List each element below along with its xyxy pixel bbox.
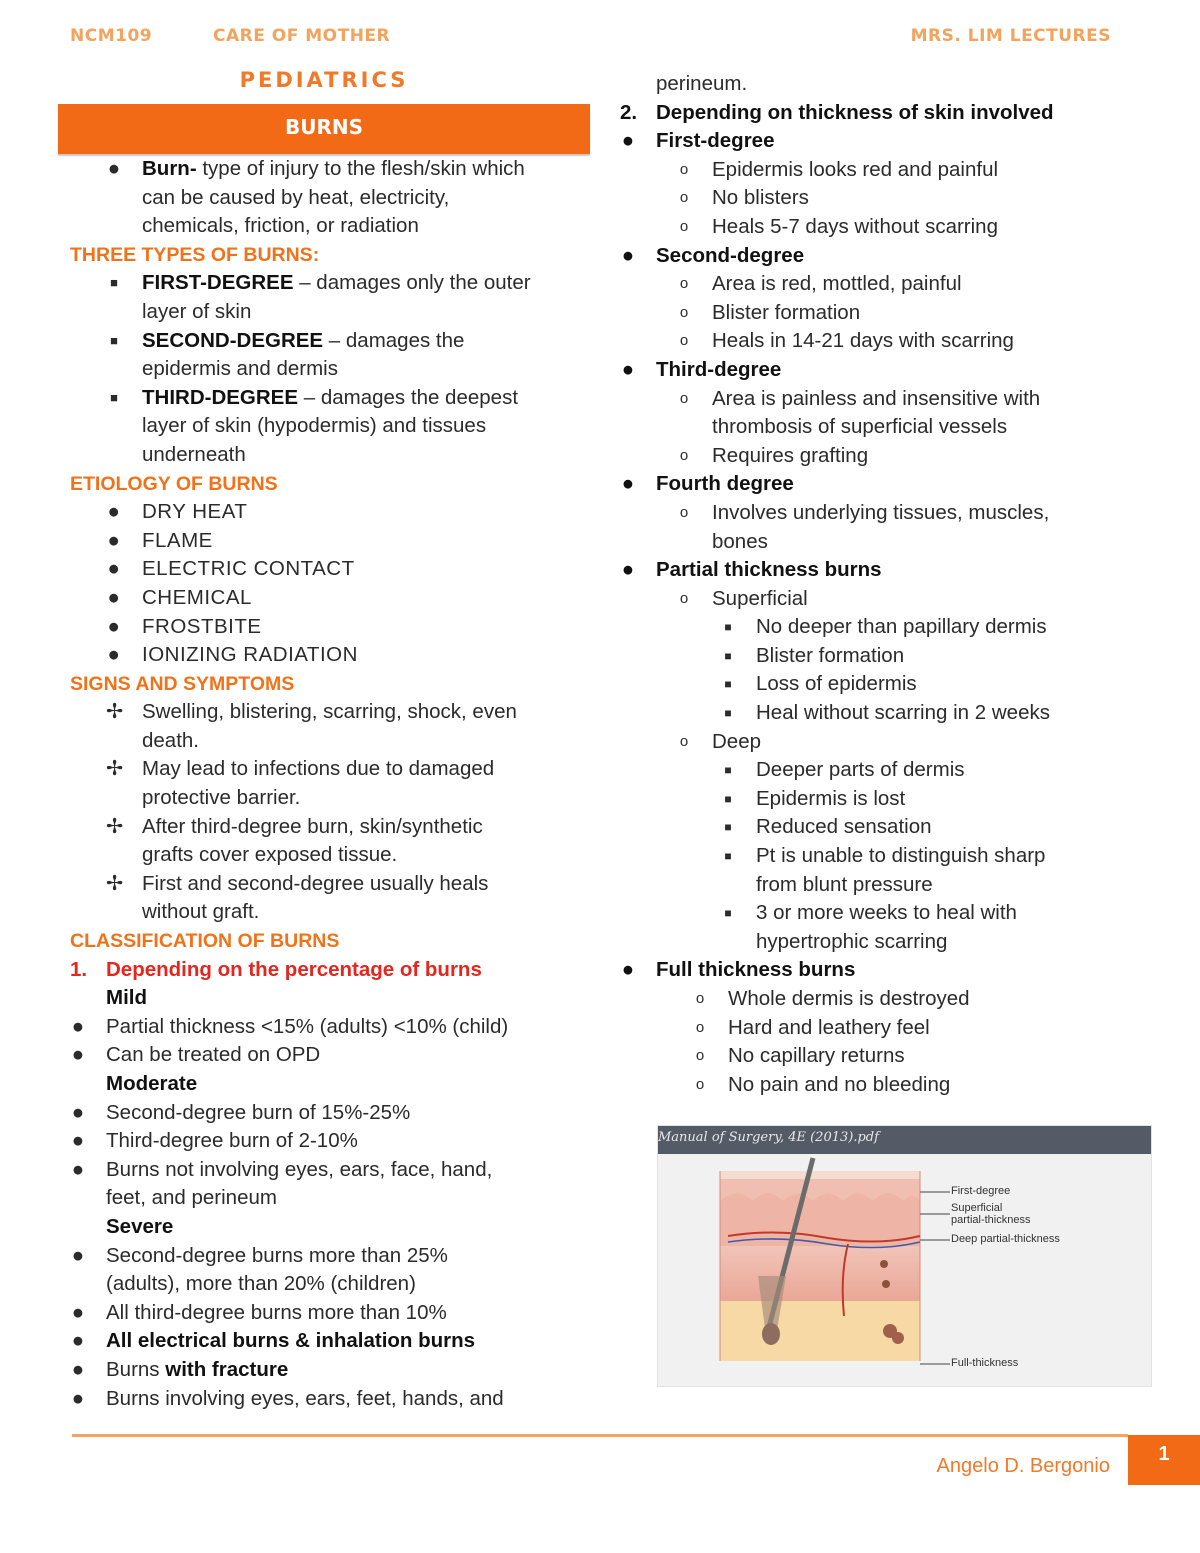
bullet-icon: ● [71,1100,85,1124]
numbered-item: 1. Depending on the percentage of burns [70,957,482,981]
list-item: o Whole dermis is destroyed [620,985,1160,1014]
list-item: ■ Epidermis is lost [620,785,1160,814]
right-column: perineum. 2. Depending on thickness of skin involved ● First-degree o Epidermis looks red and painful o No blisters o Heals 5-7 days without scarring ● Second-degree o Area is red, mottled, painful o Blister formation o Heals in 14-21 days with scarring ● Third-degree o Area is painless and insensitive with thrombosis of superficial vessels o Requires grafting ● Fourth degree o Involves underlying tissues, muscles, bones ● Partial thickness burns o Superficial ■ No deeper than papillary dermis ■ Blister formation ■ Loss of epidermis ■ Heal without scarring in 2 weeks o Deep ■ Deeper parts of dermis ■ Epidermis is lost ■ Reduced sensation ■ Pt is unable to distinguish sharp from blunt pressure ■ 3 or more weeks to heal with hypertrophic scarring ● Full thickness burns o Whole dermis is destroyed o Hard and leathery feel o No capillary returns o No pain and no bleeding [620,70,1160,1099]
circle-bullet-icon: o [679,332,689,350]
bullet-icon: ● [71,1357,85,1381]
square-bullet-icon: ■ [724,791,732,806]
square-bullet-icon: ■ [110,275,118,291]
list-item: ■ THIRD-DEGREE – damages the deepest [70,384,590,413]
bullet-icon: ● [71,1329,85,1353]
bullet-icon: ● [621,357,635,381]
list-item: ● Third-degree burn of 2-10% [70,1127,590,1156]
list-item: ✢ Swelling, blistering, scarring, shock, even [70,698,590,727]
circle-bullet-icon: o [679,732,689,750]
circle-bullet-icon: o [679,189,689,207]
square-bullet-icon: ■ [724,820,732,835]
section-heading: CLASSIFICATION OF BURNS [70,930,340,953]
square-bullet-icon: ■ [110,332,118,348]
list-item: ■ Pt is unable to distinguish sharp [620,842,1160,871]
list-item: o Involves underlying tissues, muscles, [620,499,1160,528]
lecturer-name: MRS. LIM LECTURES [910,26,1111,46]
list-item: ■ Heal without scarring in 2 weeks [620,699,1160,728]
list-item: ✢ First and second-degree usually heals [70,870,590,899]
bullet-icon: ● [107,500,121,524]
list-item: ● ELECTRIC CONTACT [70,555,590,584]
bullet-icon: ● [107,557,121,581]
section-heading: THREE TYPES OF BURNS: [70,243,320,266]
list-item: ● First-degree [620,127,1160,156]
bullet-icon: ● [71,1157,85,1181]
list-item: ● Second-degree burns more than 25% [70,1242,590,1271]
list-item: ● Fourth degree [620,470,1160,499]
list-item: ● CHEMICAL [70,584,590,613]
skin-layers-diagram [657,1125,1152,1387]
list-item: o Requires grafting [620,442,1160,471]
list-item: ● Burn- type of injury to the flesh/skin which [70,155,590,184]
list-item: ■ Reduced sensation [620,813,1160,842]
cross-star-icon: ✢ [106,814,124,838]
bullet-icon: ● [621,129,635,153]
list-item: ● Can be treated on OPD [70,1041,590,1070]
list-item: o Heals in 14-21 days with scarring [620,327,1160,356]
list-item: o Area is red, mottled, painful [620,270,1160,299]
bullet-icon: ● [107,614,121,638]
course-code: NCM109 [70,26,153,46]
subheading-mild: Mild [106,986,147,1010]
numbered-item: 2. Depending on thickness of skin involved [620,100,1054,124]
list-item: o Superficial [620,585,1160,614]
cross-star-icon: ✢ [106,871,124,895]
list-item: o No pain and no bleeding [620,1071,1160,1100]
list-item: ● Burns involving eyes, ears, feet, hands, and [70,1385,590,1414]
label-full-thickness: Full-thickness [951,1357,1019,1369]
cross-star-icon: ✢ [106,757,124,781]
circle-bullet-icon: o [679,275,689,293]
bullet-icon: ● [107,157,121,180]
bullet-icon: ● [107,643,121,667]
bullet-icon: ● [621,958,635,982]
left-column: ● Burn- type of injury to the flesh/skin which can be caused by heat, electricity, chemicals, friction, or radiation THREE TYPES OF BURNS: ■ FIRST-DEGREE – damages only the outer layer of skin ■ SECOND-DEGREE – damages the epidermis and dermis ■ THIRD-DEGREE – damages the deepest layer of skin (hypodermis) and tissues underneath ETIOLOGY OF BURNS ● DRY HEAT ● FLAME ● ELECTRIC CONTACT ● CHEMICAL ● FROSTBITE ● IONIZING RADIATION SIGNS AND SYMPTOMS ✢ Swelling, blistering, scarring, shock, even death. ✢ May lead to infections due to damaged protective barrier. ✢ After third-degree burn, skin/synthetic grafts cover exposed tissue. ✢ First and second-degree usually heals without graft. CLASSIFICATION OF BURNS 1. Depending on the percentage of burns Mild ● Partial thickness <15% (adults) <10% (child) ● Can be treated on OPD Moderate ● Second-degree burn of 15%-25% ● Third-degree burn of 2-10% ● Burns not involving eyes, ears, face, hand, feet, and perineum Severe ● Second-degree burns more than 25% (adults), more than 20% (children) ● All third-degree burns more than 10% ● All electrical burns & inhalation burns ● Burns with fracture ● Burns involving eyes, ears, feet, hands, and [70,155,590,1413]
page-number: 1 [1128,1435,1200,1485]
bullet-icon: ● [621,472,635,496]
bullet-icon: ● [71,1243,85,1267]
list-item: ● Third-degree [620,356,1160,385]
square-bullet-icon: ■ [724,763,732,778]
bullet-icon: ● [107,528,121,552]
list-item: ■ 3 or more weeks to heal with [620,899,1160,928]
list-item: o Area is painless and insensitive with [620,385,1160,414]
list-item: o Heals 5-7 days without scarring [620,213,1160,242]
square-bullet-icon: ■ [724,677,732,692]
subheading-moderate: Moderate [106,1072,198,1095]
section-heading: ETIOLOGY OF BURNS [70,472,278,495]
section-heading: SIGNS AND SYMPTOMS [70,672,295,695]
label-superficial: Superficial partial-thickness [951,1202,1031,1226]
cross-star-icon: ✢ [106,700,124,724]
list-item: ● Burns with fracture [70,1356,590,1385]
list-item: o Epidermis looks red and painful [620,156,1160,185]
list-item: ● Second-degree [620,242,1160,271]
circle-bullet-icon: o [679,503,689,521]
square-bullet-icon: ■ [724,706,732,721]
label-deep-partial: Deep partial-thickness [951,1233,1060,1245]
list-item: o Deep [620,728,1160,757]
circle-bullet-icon: o [679,303,689,321]
list-item: ● FLAME [70,527,590,556]
list-item: ● Partial thickness burns [620,556,1160,585]
list-item: ■ No deeper than papillary dermis [620,613,1160,642]
bullet-icon: ● [71,1386,85,1410]
list-item: ✢ After third-degree burn, skin/synthetic [70,813,590,842]
label-first-degree: First-degree [951,1185,1011,1197]
list-item: ● DRY HEAT [70,498,590,527]
subject-name: CARE OF MOTHER [213,26,391,46]
list-item: ■ FIRST-DEGREE – damages only the outer [70,269,590,298]
list-item: ● All electrical burns & inhalation burns [70,1327,590,1356]
skin-layers-illustration [658,1126,1151,1386]
list-item: ■ SECOND-DEGREE – damages the [70,327,590,356]
list-item: ● Second-degree burn of 15%-25% [70,1099,590,1128]
list-item: ● FROSTBITE [70,613,590,642]
list-item: ● Burns not involving eyes, ears, face, hand, [70,1156,590,1185]
list-item: o No capillary returns [620,1042,1160,1071]
page-title: PEDIATRICS [239,68,409,92]
circle-bullet-icon: o [695,1075,705,1093]
list-item: ● Full thickness burns [620,956,1160,985]
list-item: ■ Blister formation [620,642,1160,671]
circle-bullet-icon: o [695,990,705,1007]
list-item: o Blister formation [620,299,1160,328]
bullet-icon: ● [107,585,121,609]
list-item: o No blisters [620,184,1160,213]
square-bullet-icon: ■ [724,620,732,635]
footer-divider [72,1434,1128,1437]
square-bullet-icon: ■ [724,906,732,921]
circle-bullet-icon: o [679,446,689,464]
list-item: ■ Deeper parts of dermis [620,756,1160,785]
list-item: ✢ May lead to infections due to damaged [70,755,590,784]
circle-bullet-icon: o [679,389,689,407]
bullet-icon: ● [621,558,635,582]
bullet-icon: ● [71,1043,85,1067]
square-bullet-icon: ■ [724,648,732,663]
bullet-icon: ● [71,1014,85,1038]
circle-bullet-icon: o [695,1047,705,1065]
circle-bullet-icon: o [679,217,689,235]
square-bullet-icon: ■ [724,849,732,864]
list-item: ● All third-degree burns more than 10% [70,1299,590,1328]
list-item: ● IONIZING RADIATION [70,641,590,670]
bullet-icon: ● [71,1300,85,1324]
author-name: Angelo D. Bergonio [936,1455,1110,1477]
list-item: o Hard and leathery feel [620,1014,1160,1043]
circle-bullet-icon: o [695,1018,705,1036]
figure-caption: Manual of Surgery, 4E (2013).pdf [658,1130,879,1145]
list-item: ● Partial thickness <15% (adults) <10% (child) [70,1013,590,1042]
subheading-severe: Severe [106,1214,174,1238]
list-item: ■ Loss of epidermis [620,670,1160,699]
circle-bullet-icon: o [679,160,689,178]
circle-bullet-icon: o [679,589,689,607]
square-bullet-icon: ■ [110,389,118,405]
bullet-icon: ● [71,1129,85,1153]
section-banner: BURNS [58,104,590,154]
bullet-icon: ● [621,243,635,267]
